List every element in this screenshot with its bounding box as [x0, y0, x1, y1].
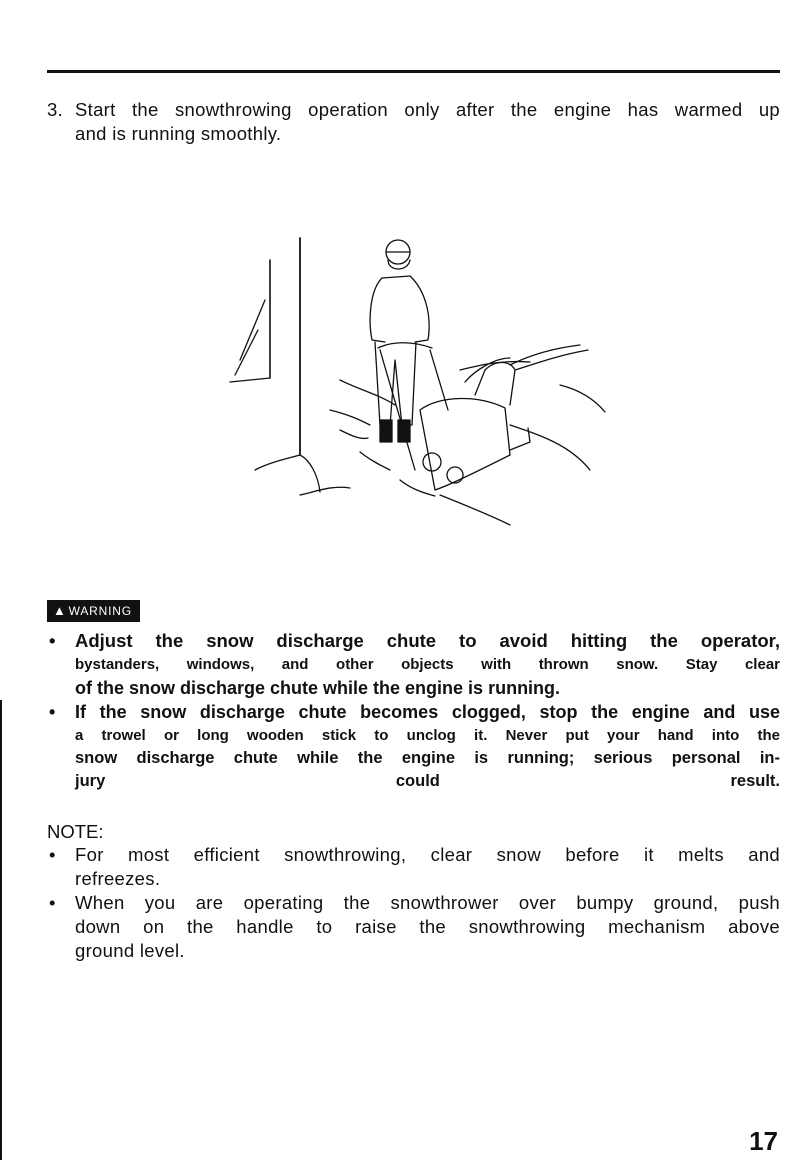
- note-list: [47, 843, 780, 963]
- warning-triangle-icon: ▲: [53, 603, 67, 618]
- note-item-1: [47, 843, 780, 891]
- warning-1-line-1: Adjust the snow discharge chute to avoid hitting the operator,: [75, 630, 780, 651]
- note-1-line-2: refreezes.: [75, 868, 161, 889]
- bullet: •: [49, 892, 56, 913]
- step-text-line-2: and is running smoothly.: [75, 123, 282, 144]
- note-label: NOTE:: [47, 821, 104, 842]
- step-number: 3.: [47, 99, 64, 120]
- note-2-line-1: When you are operating the snowthrower over bumpy ground, push: [75, 892, 780, 913]
- warning-item-1: [47, 629, 780, 700]
- snow-lines: [330, 362, 605, 525]
- warning-list: [47, 629, 780, 793]
- note-item-2: [47, 891, 780, 963]
- snowthrower-illustration: [210, 230, 620, 540]
- bullet: •: [49, 702, 56, 722]
- note-2-line-3: ground level.: [75, 940, 185, 961]
- note-2-line-2: down on the handle to raise the snowthrowing mechanism above: [75, 916, 780, 937]
- house-wall: [230, 238, 350, 495]
- step-3: [47, 98, 780, 146]
- warning-2-line-1: If the snow discharge chute becomes clogged, stop the engine and use: [75, 702, 780, 722]
- warning-1-line-3: of the snow discharge chute while the engine is running.: [75, 678, 561, 698]
- page-number: 17: [749, 1126, 778, 1156]
- bullet: •: [49, 630, 56, 651]
- warning-2-line-2: a trowel or long wooden stick to unclog it. Never put your hand into the: [75, 727, 780, 744]
- warning-1-line-2: bystanders, windows, and other objects with thrown snow. Stay clear: [75, 656, 780, 673]
- warning-label: WARNING: [68, 604, 132, 618]
- warning-2-line-4: jury could result.: [75, 772, 780, 790]
- top-rule: [47, 70, 780, 73]
- page-edge-line: [0, 700, 2, 1160]
- step-text-line-1: Start the snowthrowing operation only after the engine has warmed up: [75, 99, 780, 120]
- warning-item-2: [47, 700, 780, 793]
- note-1-line-1: For most efficient snowthrowing, clear snow before it melts and: [75, 844, 780, 865]
- warning-badge: [47, 600, 140, 622]
- bullet: •: [49, 844, 56, 865]
- warning-2-line-3: snow discharge chute while the engine is running; serious personal in-: [75, 749, 780, 767]
